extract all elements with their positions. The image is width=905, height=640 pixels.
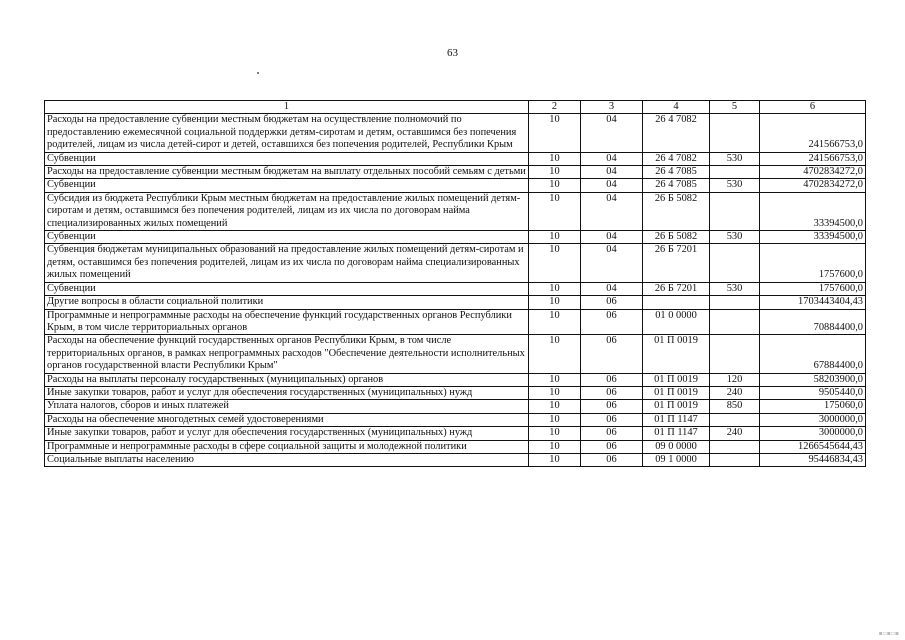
row-section: 10	[529, 179, 581, 192]
row-target-article: 01 П 0019	[643, 386, 710, 399]
row-amount: 67884400,0	[760, 335, 866, 373]
row-target-article: 26 Б 5082	[643, 231, 710, 244]
table-row	[45, 386, 866, 399]
row-expense-type: 530	[710, 231, 760, 244]
row-section: 10	[529, 296, 581, 309]
row-expense-type: 530	[710, 179, 760, 192]
row-expense-type	[710, 309, 760, 335]
row-target-article: 01 П 1147	[643, 427, 710, 440]
row-description: Расходы на предоставление субвенции местным бюджетам на осуществление полномочий по предоставлению ежемесячной социальной поддержки детям-сиротам и детям, оставшимся без попечения родителей, лицам из числа детей-сирот и детей, оставшихся без попечения родителей, Республики Крым	[45, 114, 529, 152]
row-section: 10	[529, 166, 581, 179]
row-target-article: 01 0 0000	[643, 309, 710, 335]
table-row	[45, 231, 866, 244]
row-amount: 3000000,0	[760, 427, 866, 440]
table-row	[45, 400, 866, 413]
row-subsection: 04	[581, 166, 643, 179]
table-row	[45, 453, 866, 466]
row-description: Субвенции	[45, 282, 529, 295]
row-amount: 33394500,0	[760, 192, 866, 230]
row-section: 10	[529, 427, 581, 440]
row-description: Уплата налогов, сборов и иных платежей	[45, 400, 529, 413]
table-row	[45, 192, 866, 230]
row-description: Расходы на обеспечение функций государственных органов Республики Крым, в том числе территориальных органов, в рамках непрограммных расходов "Обеспечение деятельности исполнительных органов государственной власти Республики Крым"	[45, 335, 529, 373]
row-description: Субсидия из бюджета Республики Крым местным бюджетам на предоставление жилых помещений детям-сиротам и детям, оставшимся без попечения родителей, лицам из их числа по договорам найма специализированных жилых помещений	[45, 192, 529, 230]
table-row	[45, 179, 866, 192]
row-description: Программные и непрограммные расходы на обеспечение функций государственных органов Республики Крым, в том числе территориальных органов	[45, 309, 529, 335]
row-section: 10	[529, 282, 581, 295]
row-target-article: 26 Б 7201	[643, 282, 710, 295]
watermark: ▪▫▪▫▪	[878, 630, 899, 637]
row-amount: 1266545644,43	[760, 440, 866, 453]
header-cell-6: 6	[760, 101, 866, 114]
row-amount: 241566753,0	[760, 114, 866, 152]
row-expense-type	[710, 453, 760, 466]
row-target-article: 01 П 0019	[643, 400, 710, 413]
row-expense-type: 530	[710, 152, 760, 165]
scan-speck	[257, 72, 259, 74]
table-row	[45, 373, 866, 386]
row-expense-type	[710, 440, 760, 453]
row-subsection: 04	[581, 192, 643, 230]
row-section: 10	[529, 386, 581, 399]
row-subsection: 04	[581, 179, 643, 192]
row-description: Расходы на обеспечение многодетных семей удостоверениями	[45, 413, 529, 426]
row-subsection: 06	[581, 440, 643, 453]
row-amount: 4702834272,0	[760, 179, 866, 192]
row-section: 10	[529, 309, 581, 335]
table-row	[45, 309, 866, 335]
row-amount: 241566753,0	[760, 152, 866, 165]
table-row	[45, 244, 866, 282]
row-target-article: 26 Б 5082	[643, 192, 710, 230]
row-description: Расходы на предоставление субвенции местным бюджетам на выплату отдельных пособий семьям с детьми	[45, 166, 529, 179]
table-row	[45, 296, 866, 309]
row-amount: 33394500,0	[760, 231, 866, 244]
row-amount: 70884400,0	[760, 309, 866, 335]
row-section: 10	[529, 335, 581, 373]
row-expense-type	[710, 244, 760, 282]
row-target-article: 09 1 0000	[643, 453, 710, 466]
row-target-article: 09 0 0000	[643, 440, 710, 453]
row-section: 10	[529, 244, 581, 282]
row-subsection: 06	[581, 427, 643, 440]
row-section: 10	[529, 114, 581, 152]
row-subsection: 04	[581, 244, 643, 282]
row-section: 10	[529, 413, 581, 426]
row-subsection: 06	[581, 386, 643, 399]
budget-table	[44, 100, 866, 467]
row-amount: 9505440,0	[760, 386, 866, 399]
row-expense-type	[710, 166, 760, 179]
row-subsection: 04	[581, 231, 643, 244]
row-expense-type	[710, 114, 760, 152]
row-amount: 3000000,0	[760, 413, 866, 426]
row-subsection: 06	[581, 373, 643, 386]
row-amount: 95446834,43	[760, 453, 866, 466]
row-target-article: 01 П 0019	[643, 335, 710, 373]
row-description: Программные и непрограммные расходы в сфере социальной защиты и молодежной политики	[45, 440, 529, 453]
row-section: 10	[529, 231, 581, 244]
table-row	[45, 166, 866, 179]
row-description: Расходы на выплаты персоналу государственных (муниципальных) органов	[45, 373, 529, 386]
row-target-article: 26 4 7085	[643, 166, 710, 179]
row-target-article: 01 П 1147	[643, 413, 710, 426]
table-row	[45, 413, 866, 426]
table-row	[45, 282, 866, 295]
row-subsection: 06	[581, 335, 643, 373]
table-row	[45, 440, 866, 453]
header-cell-5: 5	[710, 101, 760, 114]
row-amount: 1703443404,43	[760, 296, 866, 309]
row-subsection: 04	[581, 282, 643, 295]
row-amount: 1757600,0	[760, 282, 866, 295]
header-cell-3: 3	[581, 101, 643, 114]
row-target-article: 26 4 7085	[643, 179, 710, 192]
header-cell-1: 1	[45, 101, 529, 114]
row-subsection: 06	[581, 296, 643, 309]
row-expense-type: 530	[710, 282, 760, 295]
row-expense-type: 120	[710, 373, 760, 386]
row-subsection: 04	[581, 114, 643, 152]
row-description: Субвенция бюджетам муниципальных образований на предоставление жилых помещений детям-сиротам и детям, оставшимся без попечения родителей, лицам из их числа по договорам найма специализированных жилых помещений	[45, 244, 529, 282]
row-amount: 58203900,0	[760, 373, 866, 386]
row-expense-type	[710, 335, 760, 373]
row-section: 10	[529, 192, 581, 230]
row-description: Социальные выплаты населению	[45, 453, 529, 466]
row-target-article: 26 Б 7201	[643, 244, 710, 282]
row-subsection: 06	[581, 400, 643, 413]
row-subsection: 06	[581, 309, 643, 335]
row-expense-type: 850	[710, 400, 760, 413]
row-expense-type: 240	[710, 427, 760, 440]
page-number: 63	[447, 47, 458, 59]
row-subsection: 06	[581, 453, 643, 466]
row-amount: 1757600,0	[760, 244, 866, 282]
header-row	[45, 101, 866, 114]
row-amount: 4702834272,0	[760, 166, 866, 179]
header-cell-4: 4	[643, 101, 710, 114]
row-section: 10	[529, 373, 581, 386]
row-description: Иные закупки товаров, работ и услуг для обеспечения государственных (муниципальных) нужд	[45, 386, 529, 399]
row-section: 10	[529, 152, 581, 165]
table-row	[45, 335, 866, 373]
row-description: Иные закупки товаров, работ и услуг для обеспечения государственных (муниципальных) нужд	[45, 427, 529, 440]
row-subsection: 06	[581, 413, 643, 426]
row-expense-type	[710, 296, 760, 309]
row-description: Субвенции	[45, 179, 529, 192]
table-row	[45, 152, 866, 165]
row-target-article	[643, 296, 710, 309]
row-expense-type: 240	[710, 386, 760, 399]
row-subsection: 04	[581, 152, 643, 165]
header-cell-2: 2	[529, 101, 581, 114]
table-row	[45, 114, 866, 152]
row-description: Субвенции	[45, 152, 529, 165]
row-section: 10	[529, 400, 581, 413]
row-target-article: 01 П 0019	[643, 373, 710, 386]
row-expense-type	[710, 413, 760, 426]
row-amount: 175060,0	[760, 400, 866, 413]
row-description: Субвенции	[45, 231, 529, 244]
row-target-article: 26 4 7082	[643, 152, 710, 165]
table-row	[45, 427, 866, 440]
row-section: 10	[529, 453, 581, 466]
row-section: 10	[529, 440, 581, 453]
row-target-article: 26 4 7082	[643, 114, 710, 152]
row-description: Другие вопросы в области социальной политики	[45, 296, 529, 309]
row-expense-type	[710, 192, 760, 230]
